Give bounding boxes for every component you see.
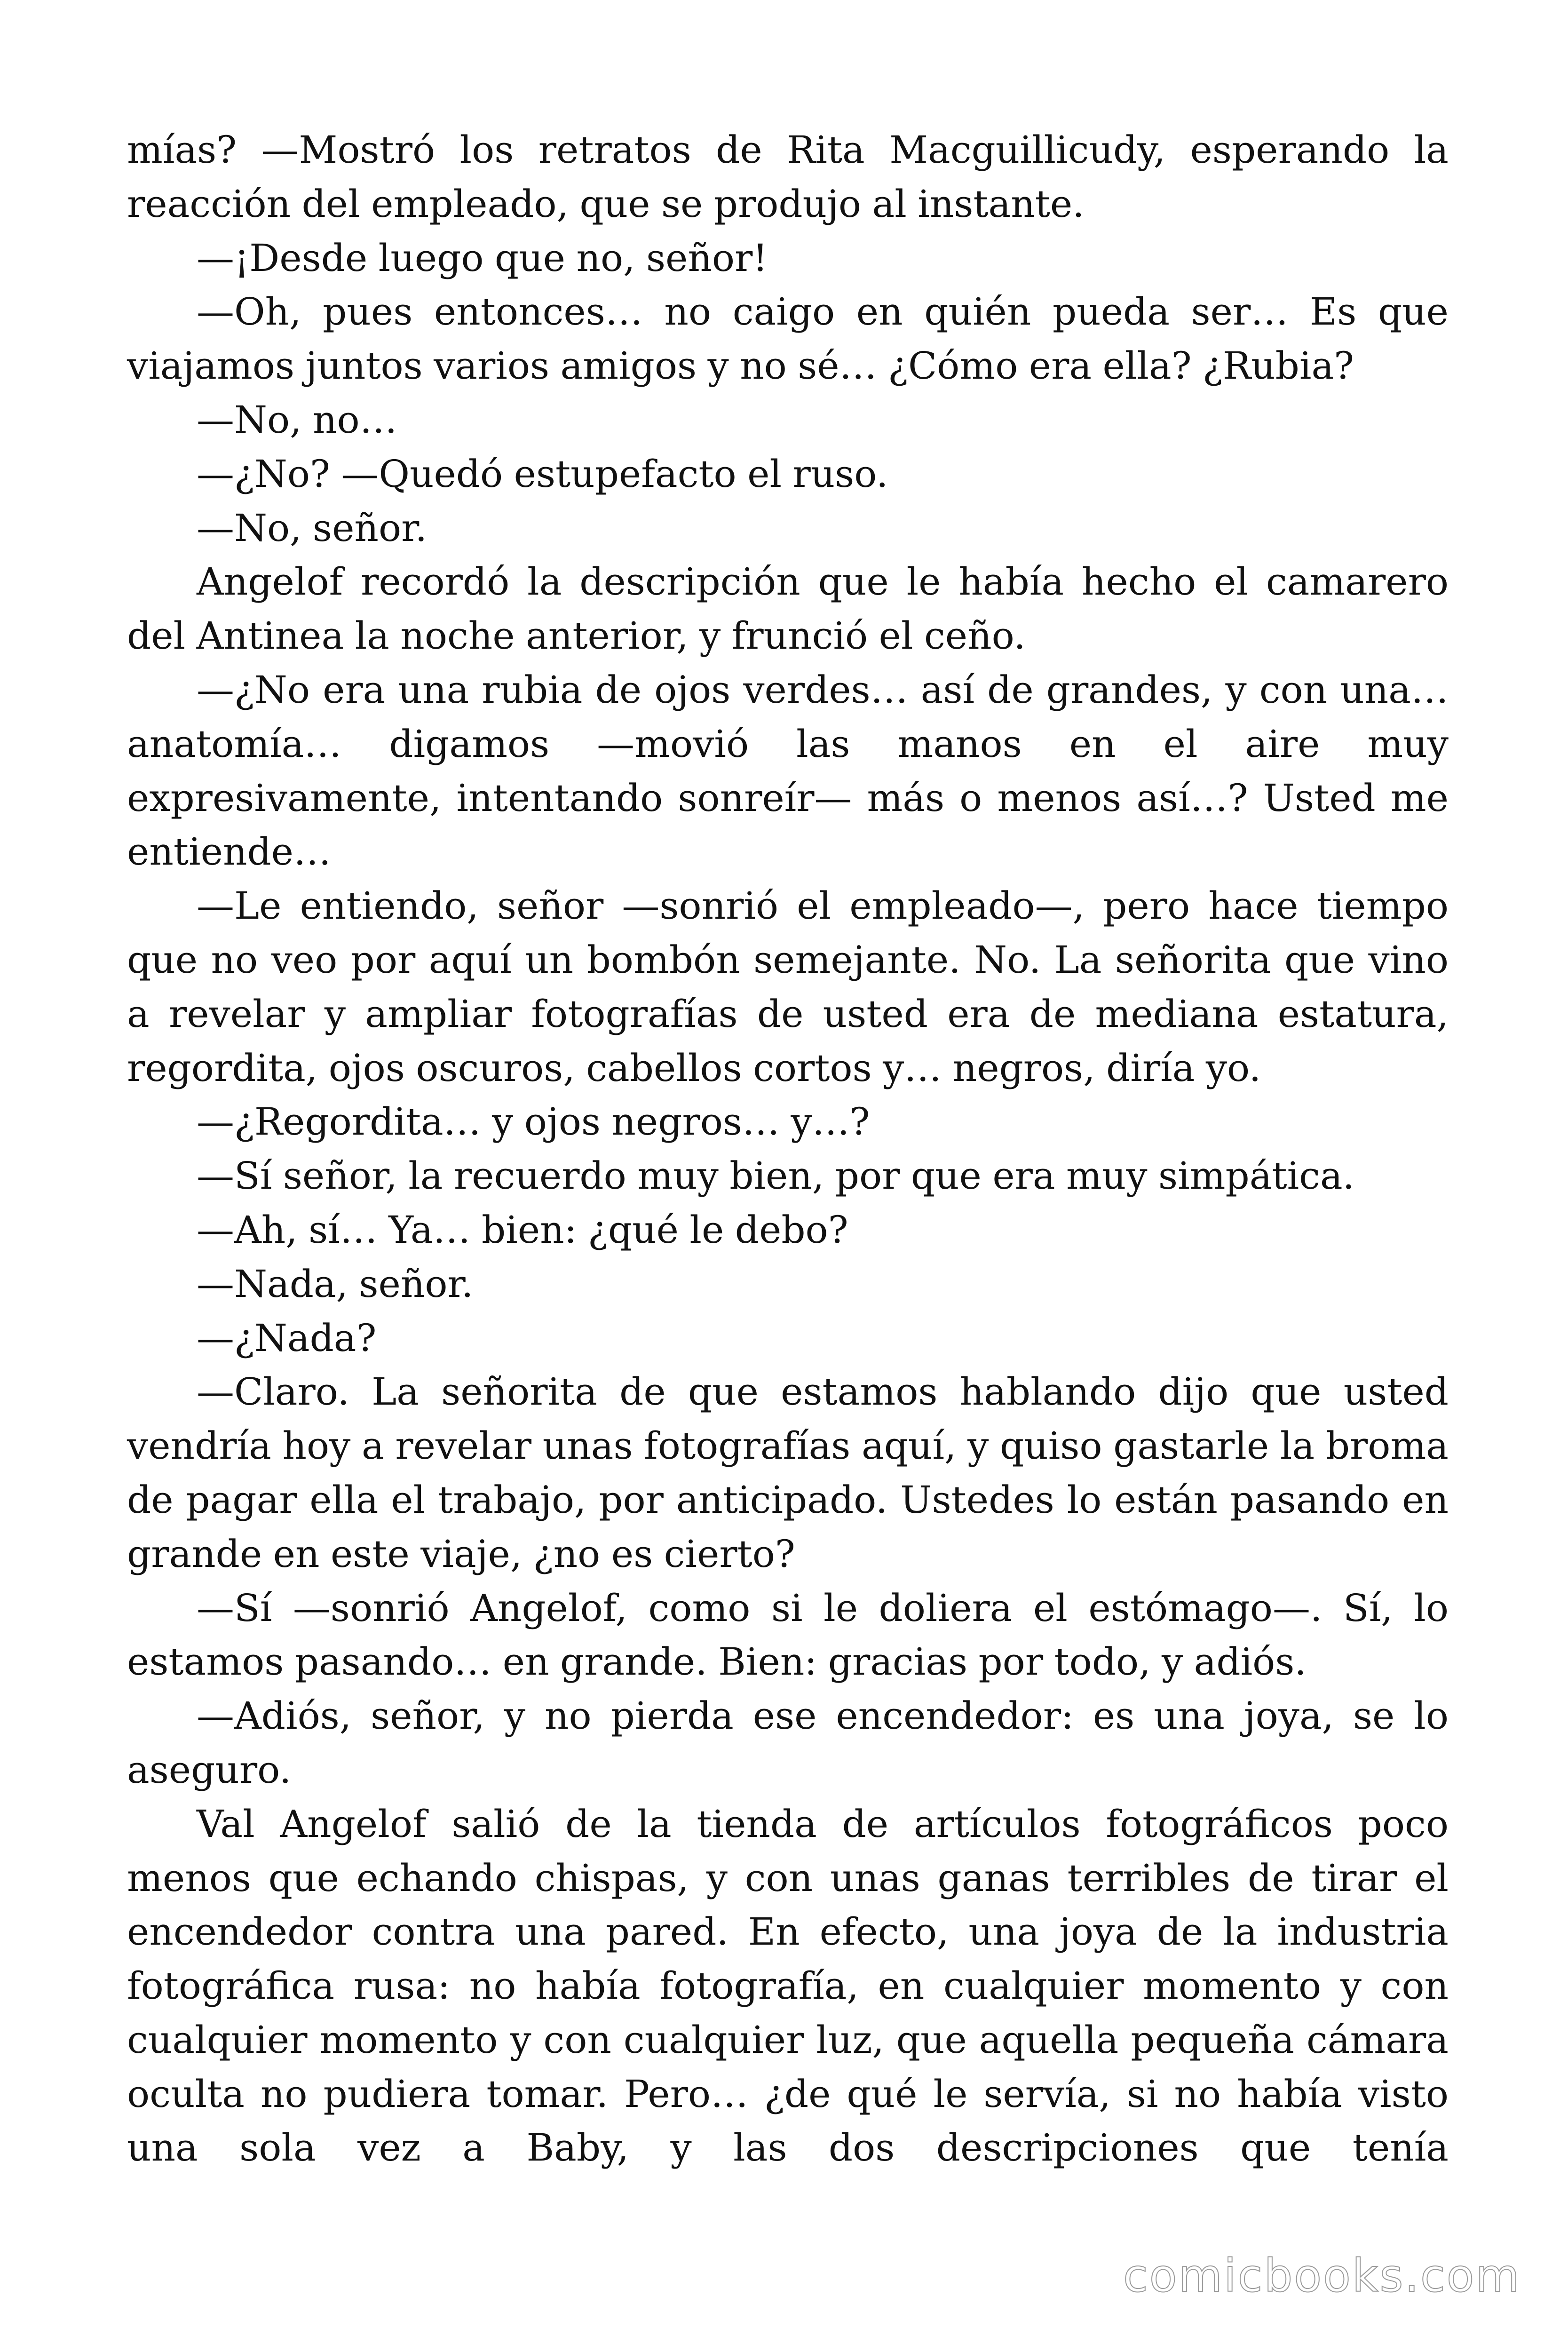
- paragraph-10: —¿Regordita… y ojos negros… y…?: [197, 1100, 870, 1144]
- paragraph-13: —Nada, señor.: [197, 1262, 474, 1306]
- paragraph-11: —Sí señor, la recuerdo muy bien, por que era muy simpática.: [197, 1154, 1355, 1198]
- paragraph-12: —Ah, sí… Ya… bien: ¿qué le debo?: [197, 1208, 848, 1252]
- paragraph-15: —Claro. La señorita de que estamos hablando dijo que usted vendría hoy a revelar unas fotografías aquí, y quiso gastarle la broma de pagar ella el trabajo, por anticipado. Ustedes lo están pasando en grande en este viaje, ¿no es cierto?: [127, 1370, 1449, 1576]
- paragraph-18: Val Angelof salió de la tienda de artículos fotográficos poco menos que echando chispas, y con unas ganas terribles de tirar el encendedor contra una pared. En efecto, una joya de la industria fotográfica rusa: no había fotografía, en cualquier momento y con cualquier momento y con cualquier luz, que aquella pequeña cámara oculta no pudiera tomar. Pero… ¿de qué le servía, si no había visto una sola vez a Baby, y las dos descripciones que tenía: [127, 1802, 1449, 2170]
- paragraph-9: —Le entiendo, señor —sonrió el empleado—, pero hace tiempo que no veo por aquí un bombón semejante. No. La señorita que vino a revelar y ampliar fotografías de usted era de mediana estatura, regordita, ojos oscuros, cabellos cortos y… negros, diría yo.: [127, 884, 1449, 1090]
- paragraph-5: —¿No? —Quedó estupefacto el ruso.: [197, 452, 888, 496]
- paragraph-2: —¡Desde luego que no, señor!: [197, 236, 768, 280]
- paragraph-16: —Sí —sonrió Angelof, como si le doliera el estómago—. Sí, lo estamos pasando… en grande. Bien: gracias por todo, y adiós.: [127, 1586, 1449, 1684]
- watermark-logo: comicbooks.com: [1123, 2249, 1521, 2302]
- paragraph-7: Angelof recordó la descripción que le había hecho el camarero del Antinea la noche anterior, y frunció el ceño.: [127, 560, 1449, 658]
- paragraph-3: —Oh, pues entonces… no caigo en quién pueda ser… Es que viajamos juntos varios amigos y no sé… ¿Cómo era ella? ¿Rubia?: [127, 290, 1449, 388]
- paragraph-17: —Adiós, señor, y no pierda ese encendedor: es una joya, se lo aseguro.: [127, 1694, 1449, 1792]
- page-body: [127, 123, 1449, 2175]
- paragraph-14: —¿Nada?: [197, 1316, 377, 1360]
- paragraph-4: —No, no…: [197, 397, 397, 442]
- paragraph-1: mías? —Mostró los retratos de Rita Macguillicudy, esperando la reacción del empleado, que se produjo al instante.: [127, 128, 1449, 226]
- paragraph-6: —No, señor.: [197, 506, 427, 550]
- paragraph-8: —¿No era una rubia de ojos verdes… así de grandes, y con una… anatomía… digamos —movió las manos en el aire muy expresivamente, intentando sonreír— más o menos así…? Usted me entiende…: [127, 667, 1449, 874]
